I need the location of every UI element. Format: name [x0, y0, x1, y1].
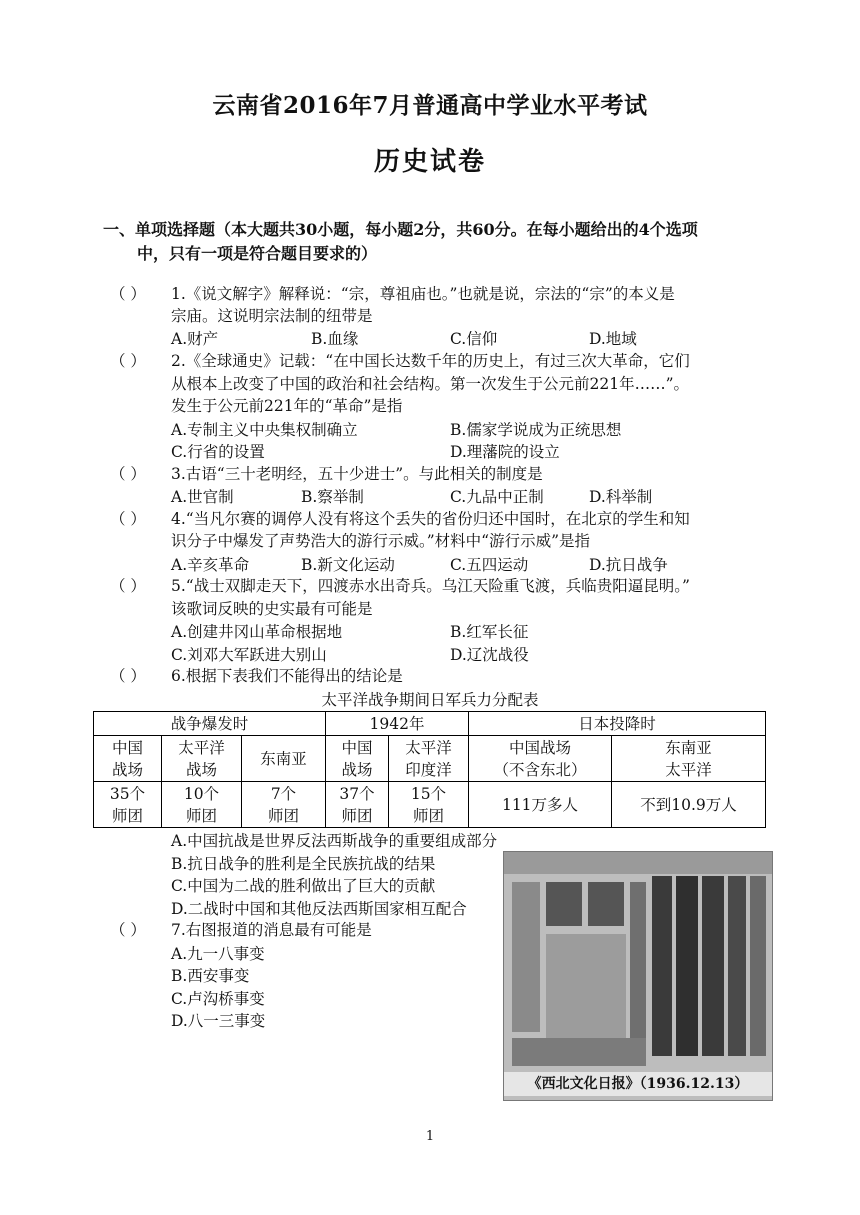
table-cell: 中国 战场 — [94, 736, 162, 782]
table-header: 1942年 — [326, 712, 469, 736]
table-cell: 东南亚 太平洋 — [612, 736, 766, 782]
answer-blank: （ ） — [110, 352, 146, 370]
table-cell: 不到10.9万人 — [612, 782, 766, 828]
option-d: D.二战时中国和其他反法西斯国家相互配合 — [171, 900, 467, 918]
option-a: A.财产 — [171, 330, 219, 348]
answer-blank: （ ） — [110, 510, 146, 528]
option-c: C.刘邓大军跃进大别山 — [171, 646, 327, 664]
option-a: A.中国抗战是世界反法西斯战争的重要组成部分 — [171, 832, 498, 850]
troop-table — [93, 711, 766, 828]
question-text: 7.右图报道的消息最有可能是 — [171, 921, 372, 939]
table-cell: 35个 师团 — [94, 782, 162, 828]
option-b: B.西安事变 — [171, 967, 250, 985]
option-a: A.九一八事变 — [171, 945, 265, 963]
option-b: B.抗日战争的胜利是全民族抗战的结果 — [171, 855, 436, 873]
answer-blank: （ ） — [110, 667, 146, 685]
option-d: D.辽沈战役 — [450, 646, 529, 664]
table-cell: 7个 师团 — [242, 782, 326, 828]
question-text: 1.《说文解字》解释说：“宗，尊祖庙也。”也就是说，宗法的“宗”的本义是 — [171, 285, 675, 303]
table-cell: 15个 师团 — [389, 782, 469, 828]
question-text: 5.“战士双脚走天下，四渡赤水出奇兵。乌江天险重飞渡，兵临贵阳逼昆明。” — [171, 577, 690, 595]
question-text: 发生于公元前221年的“革命”是指 — [171, 397, 403, 415]
option-d: D.地域 — [589, 330, 637, 348]
option-b: B.血缘 — [311, 330, 359, 348]
exam-subtitle: 历史试卷 — [373, 147, 486, 177]
answer-blank: （ ） — [110, 577, 146, 595]
option-b: B.儒家学说成为正统思想 — [450, 421, 622, 439]
table-cell: 东南亚 — [242, 736, 326, 782]
question-text: 从根本上改变了中国的政治和社会结构。第一次发生于公元前221年……”。 — [171, 375, 690, 393]
option-b: B.察举制 — [301, 488, 364, 506]
answer-blank: （ ） — [110, 921, 146, 939]
option-a: A.专制主义中央集权制确立 — [171, 421, 358, 439]
option-b: B.新文化运动 — [301, 556, 395, 574]
table-cell: 10个 师团 — [162, 782, 242, 828]
question-text: 2.《全球通史》记载：“在中国长达数千年的历史上，有过三次大革命，它们 — [171, 352, 690, 370]
table-cell: 中国 战场 — [326, 736, 389, 782]
question-text: 宗庙。这说明宗法制的纽带是 — [171, 307, 373, 325]
newspaper-image — [503, 851, 773, 1101]
question-text: 识分子中爆发了声势浩大的游行示威。”材料中“游行示威”是指 — [171, 532, 591, 550]
option-c: C.信仰 — [450, 330, 498, 348]
option-d: D.八一三事变 — [171, 1012, 266, 1030]
option-a: A.辛亥革命 — [171, 556, 250, 574]
question-text: 4.“当凡尔赛的调停人没有将这个丢失的省份归还中国时，在北京的学生和知 — [171, 510, 690, 528]
option-a: A.创建井冈山革命根据地 — [171, 623, 343, 641]
table-cell: 太平洋 战场 — [162, 736, 242, 782]
table-cell: 太平洋 印度洋 — [389, 736, 469, 782]
option-c: C.行省的设置 — [171, 443, 265, 461]
answer-blank: （ ） — [110, 465, 146, 483]
option-d: D.理藩院的设立 — [450, 443, 560, 461]
option-a: A.世官制 — [171, 488, 234, 506]
question-text: 3.古语“三十老明经，五十少进士”。与此相关的制度是 — [171, 465, 543, 483]
table-cell: 中国战场 （不含东北） — [469, 736, 612, 782]
answer-blank: （ ） — [110, 285, 146, 303]
table-cell: 37个 师团 — [326, 782, 389, 828]
option-c: C.九品中正制 — [450, 488, 544, 506]
section-heading-line2: 中，只有一项是符合题目要求的） — [137, 244, 378, 263]
table-caption: 太平洋战争期间日军兵力分配表 — [321, 691, 539, 709]
table-header: 战争爆发时 — [94, 712, 326, 736]
exam-title: 云南省2016年7月普通高中学业水平考试 — [212, 92, 648, 119]
option-c: C.卢沟桥事变 — [171, 990, 265, 1008]
option-d: D.抗日战争 — [589, 556, 668, 574]
section-heading-line1: 一、单项选择题（本大题共30小题，每小题2分，共60分。在每小题给出的4个选项 — [103, 220, 698, 239]
question-text: 6.根据下表我们不能得出的结论是 — [171, 667, 403, 685]
option-c: C.五四运动 — [450, 556, 529, 574]
question-text: 该歌词反映的史实最有可能是 — [171, 600, 373, 618]
newspaper-caption: 《西北文化日报》（1936.12.13） — [504, 1072, 772, 1096]
option-b: B.红军长征 — [450, 623, 529, 641]
table-cell: 111万多人 — [469, 782, 612, 828]
table-header: 日本投降时 — [469, 712, 766, 736]
option-d: D.科举制 — [589, 488, 653, 506]
section-heading — [103, 218, 773, 266]
newspaper-texture — [504, 852, 772, 1100]
option-c: C.中国为二战的胜利做出了巨大的贡献 — [171, 877, 436, 895]
page-number: 1 — [425, 1129, 435, 1144]
